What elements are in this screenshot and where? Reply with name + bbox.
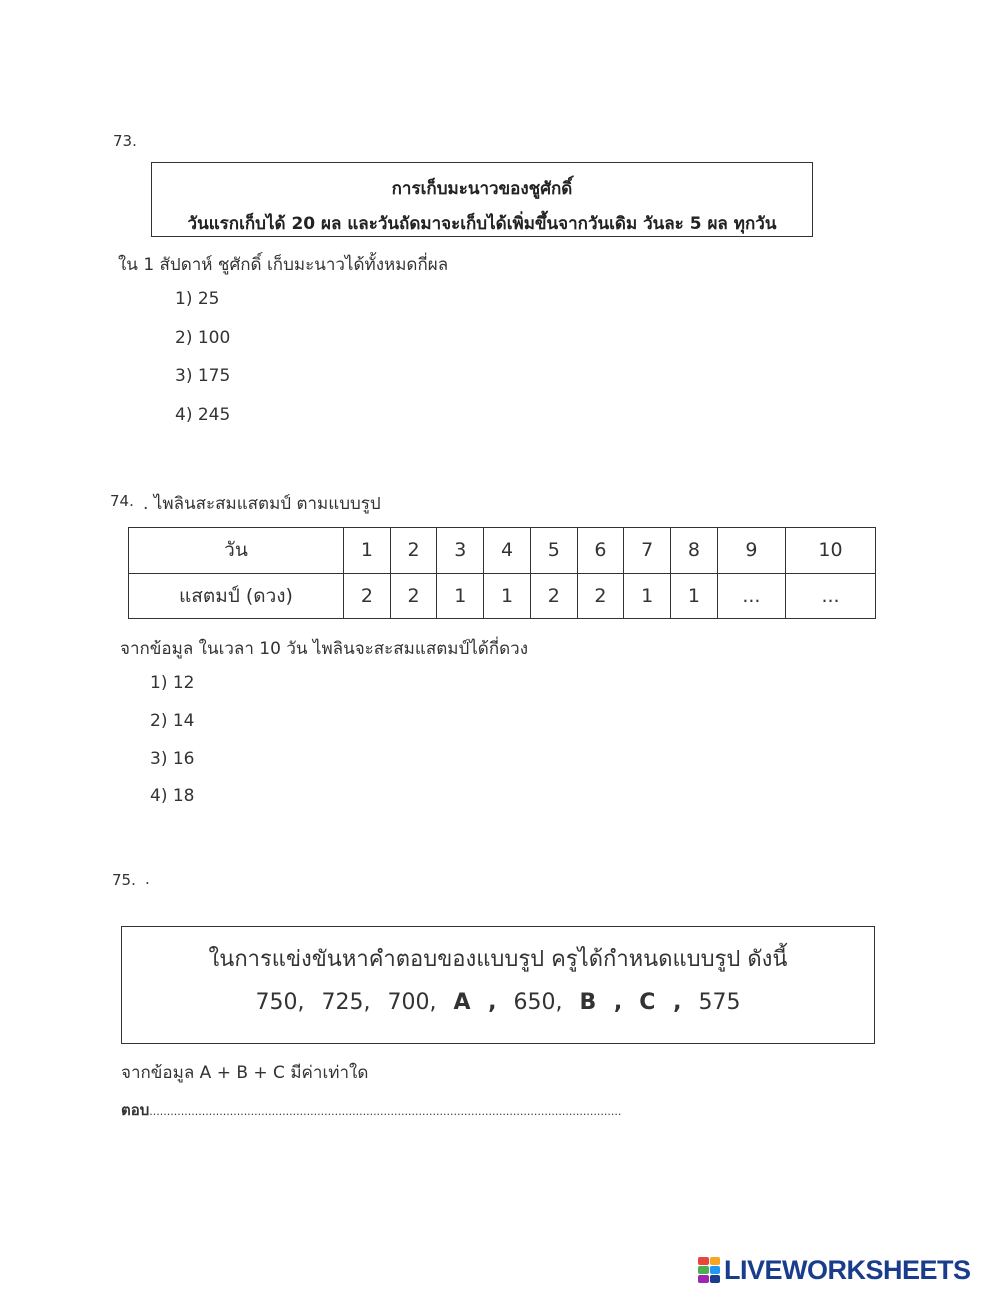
table-cell: 2 <box>390 573 437 619</box>
table-cell: 2 <box>344 573 391 619</box>
question-74-choice-1: 1) 12 <box>150 673 195 693</box>
sequence-term: 650, <box>513 990 563 1015</box>
table-row-days <box>129 528 876 574</box>
question-73-choice-4: 4) 245 <box>175 405 231 425</box>
question-73-text: ใน 1 สัปดาห์ ชูศักดิ์ เก็บมะนาวได้ทั้งหมดกี่ผล <box>118 255 449 275</box>
sequence-term: 700, <box>387 990 437 1015</box>
sequence-term: 575 <box>698 990 741 1015</box>
table-cell: ... <box>717 573 785 619</box>
table-cell: 2 <box>577 573 624 619</box>
question-74-intro: . ไพลินสะสมแสตมป์ ตามแบบรูป <box>143 494 381 514</box>
table-cell: 1 <box>671 573 718 619</box>
question-74-text: จากข้อมูล ในเวลา 10 วัน ไพลินจะสะสมแสตมป์ได้กี่ดวง <box>120 639 529 659</box>
liveworksheets-logo <box>698 1253 998 1287</box>
question-73-info-box <box>151 162 813 237</box>
question-75-box-line: ในการแข่งขันหาคำตอบของแบบรูป ครูได้กำหนดแบบรูป ดังนี้ <box>208 947 788 972</box>
table-cell: 8 <box>671 528 718 574</box>
table-cell: 10 <box>786 528 876 574</box>
question-75-info-box <box>121 926 875 1044</box>
logo-mark-icon <box>698 1257 720 1283</box>
table-cell: 6 <box>577 528 624 574</box>
table-cell: 1 <box>484 573 531 619</box>
table-cell: 9 <box>717 528 785 574</box>
table-header-day: วัน <box>129 528 344 574</box>
question-73-choice-1: 1) 25 <box>175 289 220 309</box>
table-cell: 3 <box>437 528 484 574</box>
table-cell: 1 <box>344 528 391 574</box>
question-75-text: จากข้อมูล A + B + C มีค่าเท่าใด <box>121 1063 369 1083</box>
table-cell: 1 <box>624 573 671 619</box>
table-cell: 7 <box>624 528 671 574</box>
question-73-number: 73. <box>113 132 137 150</box>
logo-text: LIVEWORKSHEETS <box>724 1254 971 1285</box>
table-cell: ... <box>786 573 876 619</box>
stamp-table <box>128 527 876 619</box>
number-sequence <box>122 990 874 1015</box>
table-cell: 4 <box>484 528 531 574</box>
question-73-box-line: วันแรกเก็บได้ 20 ผล และวันถัดมาจะเก็บได้เพิ่มขึ้นจากวันเดิม วันละ 5 ผล ทุกวัน <box>187 214 777 234</box>
answer-label: ตอบ <box>121 1101 150 1119</box>
table-cell: 2 <box>530 573 577 619</box>
table-header-stamps: แสตมป์ (ดวง) <box>129 573 344 619</box>
table-cell: 2 <box>390 528 437 574</box>
question-74-number: 74. <box>110 492 134 510</box>
sequence-term-b: B , <box>579 990 623 1015</box>
question-74-choice-4: 4) 18 <box>150 786 195 806</box>
question-73-choice-3: 3) 175 <box>175 366 231 386</box>
table-row-stamps <box>129 573 876 619</box>
question-75-mark: . <box>145 870 150 888</box>
answer-line <box>121 1098 621 1122</box>
answer-dots[interactable]: ....................................................................................................................................... <box>149 1105 622 1118</box>
sequence-term: 725, <box>321 990 371 1015</box>
question-75-number: 75. <box>112 871 136 889</box>
sequence-term-a: A , <box>453 990 497 1015</box>
sequence-term: 750, <box>255 990 305 1015</box>
question-74-choice-2: 2) 14 <box>150 711 195 731</box>
question-73-choice-2: 2) 100 <box>175 328 231 348</box>
table-cell: 5 <box>530 528 577 574</box>
question-73-box-title: การเก็บมะนาวของชูศักดิ์ <box>391 179 573 199</box>
sequence-term-c: C , <box>639 990 682 1015</box>
question-74-choice-3: 3) 16 <box>150 749 195 769</box>
table-cell: 1 <box>437 573 484 619</box>
